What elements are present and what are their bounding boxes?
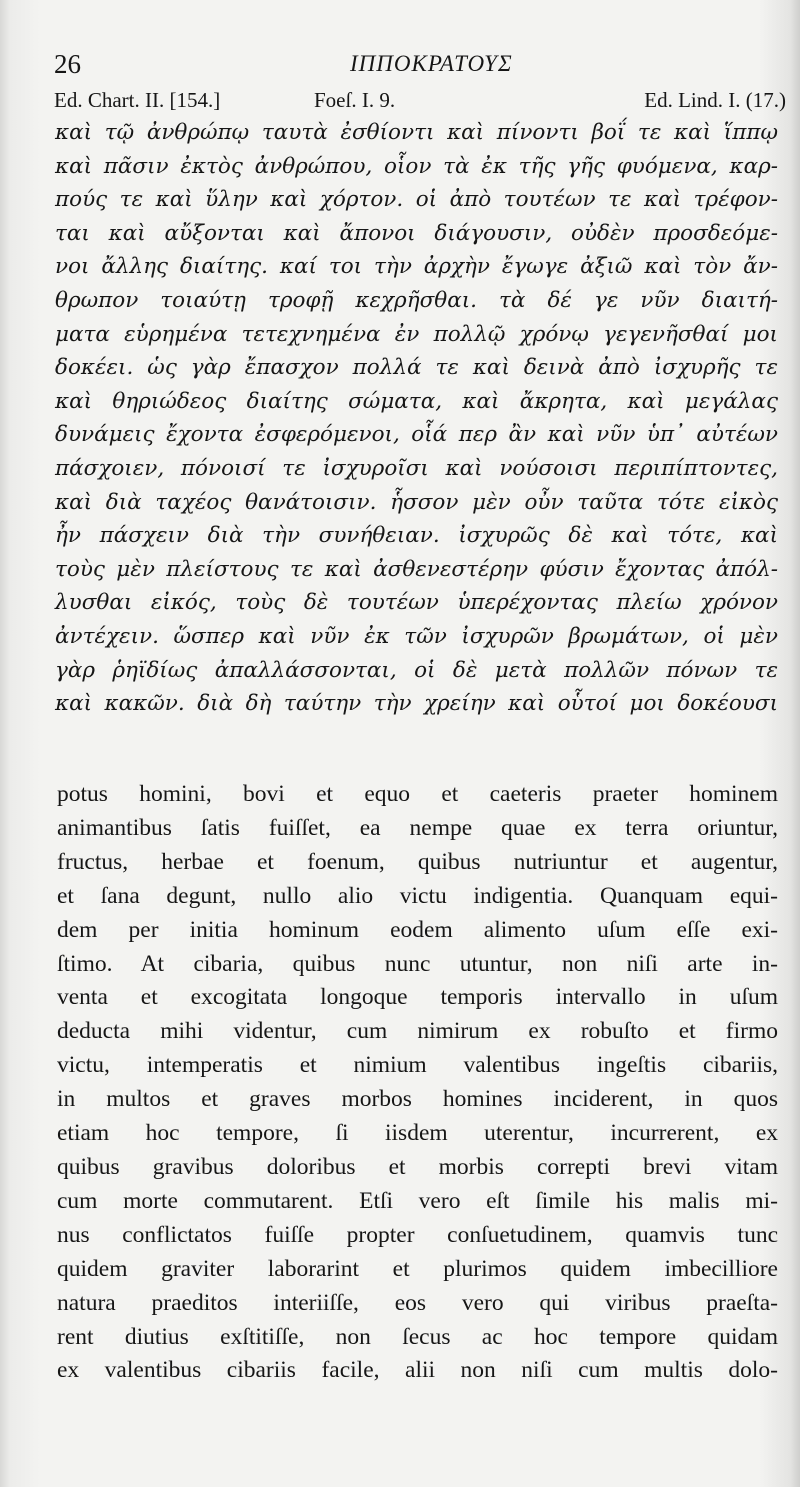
greek-line: καὶ τῷ ἀνθρώπῳ ταυτὰ ἐσθίοντι καὶ πίνοντι βοΐ τε καὶ ἵππῳ [55, 120, 778, 145]
greek-line: ἀντέχειν. ὥσπερ καὶ νῦν ἐκ τῶν ἰσχυρῶν βρωμάτων, οἱ μὲν [55, 623, 778, 649]
latin-line: rent diutius exſtitiſſe, non ſecus ac hoc tempore quidam [57, 1323, 778, 1350]
greek-line: καὶ διὰ ταχέος θανάτοισιν. ἧσσον μὲν οὖν ταῦτα τότε εἰκὸς [55, 489, 778, 515]
page-header [40, 45, 770, 85]
latin-line: quibus gravibus doloribus et morbis correpti brevi vitam [57, 1153, 778, 1180]
greek-line: τοὺς μὲν πλείστους τε καὶ ἀσθενεστέρην φύσιν ἔχοντας ἀπόλ- [55, 556, 778, 582]
latin-line: potus homini, bovi et equo et caeteris praeter hominem [57, 781, 778, 807]
greek-line: λυσθαι εἰκός, τοὺς δὲ τουτέων ὑπερέχοντας πλείω χρόνον [55, 590, 778, 616]
greek-line: γὰρ ῥηϊδίως ἀπαλλάσσονται, οἱ δὲ μετὰ πολλῶν πόνων τε [55, 657, 778, 683]
edition-references [54, 88, 786, 118]
greek-line: πούς τε καὶ ὕλην καὶ χόρτον. οἱ ἀπὸ τουτέων τε καὶ τρέφον- [55, 187, 778, 213]
page-number: 26 [54, 49, 81, 79]
latin-line: fructus, herbae et foenum, quibus nutriuntur et augentur, [57, 848, 778, 875]
latin-translation-block [57, 778, 778, 1388]
greek-line: ἦν πάσχειν διὰ τὴν συνήθειαν. ἰσχυρῶς δὲ καὶ τότε, καὶ [55, 523, 778, 549]
latin-line: deducta mihi videntur, cum nimirum ex robuſto et firmo [57, 1018, 778, 1045]
greek-line: πάσχοιεν, πόνοισί τε ἰσχυροῖσι καὶ νούσοισι περιπίπτοντες, [55, 455, 778, 481]
latin-line: ex valentibus cibariis facile, alii non niſi cum multis dolo- [57, 1357, 778, 1384]
latin-line: victu, intemperatis et nimium valentibus ingeſtis cibariis, [57, 1052, 778, 1079]
greek-line: καὶ κακῶν. διὰ δὴ ταύτην τὴν χρείην καὶ οὗτοί μοι δοκέουσι [55, 691, 778, 717]
latin-line: et ſana degunt, nullo alio victu indigentia. Quanquam equi- [57, 882, 778, 909]
edition-linden-ref: Ed. Lind. I. (17.) [644, 88, 786, 112]
latin-line: animantibus ſatis fuiſſet, ea nempe quae ex terra oriuntur, [57, 814, 778, 841]
edition-chartier-ref: Ed. Chart. II. [154.] [54, 88, 221, 112]
greek-line: καὶ θηριώδεος διαίτης σώματα, καὶ ἄκρητα, καὶ μεγάλας [55, 388, 778, 414]
running-title: ΙΠΠΟΚΡΑΤΟΥΣ [350, 51, 513, 76]
latin-line: etiam hoc tempore, ſi iisdem uterentur, incurrerent, ex [57, 1120, 778, 1147]
latin-line: quidem graviter laborarint et plurimos quidem imbecilliore [57, 1255, 778, 1282]
latin-line: venta et excogitata longoque temporis intervallo in uſum [57, 984, 778, 1011]
edition-foes-ref: Foeſ. I. 9. [314, 88, 396, 112]
latin-line: cum morte commutarent. Etſi vero eſt ſimile his malis mi- [57, 1187, 778, 1214]
latin-line: natura praeditos interiiſſe, eos vero qui viribus praeſta- [57, 1289, 778, 1316]
greek-line: ται καὶ αὔξονται καὶ ἄπονοι διάγουσιν, οὐδὲν προσδεόμε- [55, 220, 778, 246]
latin-line: nus conflictatos fuiſſe propter conſuetudinem, quamvis tunc [57, 1221, 778, 1248]
greek-line: νοι ἄλλης διαίτης. καί τοι τὴν ἀρχὴν ἔγωγε ἀξιῶ καὶ τὸν ἄν- [55, 254, 778, 280]
greek-line: ματα εὑρημένα τετεχνημένα ἐν πολλῷ χρόνῳ γεγενῆσθαί μοι [55, 321, 778, 347]
greek-line: καὶ πᾶσιν ἐκτὸς ἀνθρώπου, οἷον τὰ ἐκ τῆς γῆς φυόμενα, καρ- [55, 153, 778, 179]
greek-line: δυνάμεις ἔχοντα ἐσφερόμενοι, οἷά περ ἂν καὶ νῦν ὑπ᾽ αὐτέων [55, 422, 778, 448]
latin-line: in multos et graves morbos homines inciderent, in quos [57, 1086, 778, 1113]
greek-line: δοκέει. ὡς γὰρ ἔπασχον πολλά τε καὶ δεινὰ ἀπὸ ἰσχυρῆς τε [55, 355, 778, 381]
greek-text-block [55, 116, 778, 721]
latin-line: dem per initia hominum eodem alimento uſum eſſe exi- [57, 916, 778, 943]
greek-line: θρωπον τοιαύτῃ τροφῇ κεχρῆσθαι. τὰ δέ γε νῦν διαιτή- [55, 287, 778, 313]
latin-line: ſtimo. At cibaria, quibus nunc utuntur, non niſi arte in- [57, 950, 778, 977]
